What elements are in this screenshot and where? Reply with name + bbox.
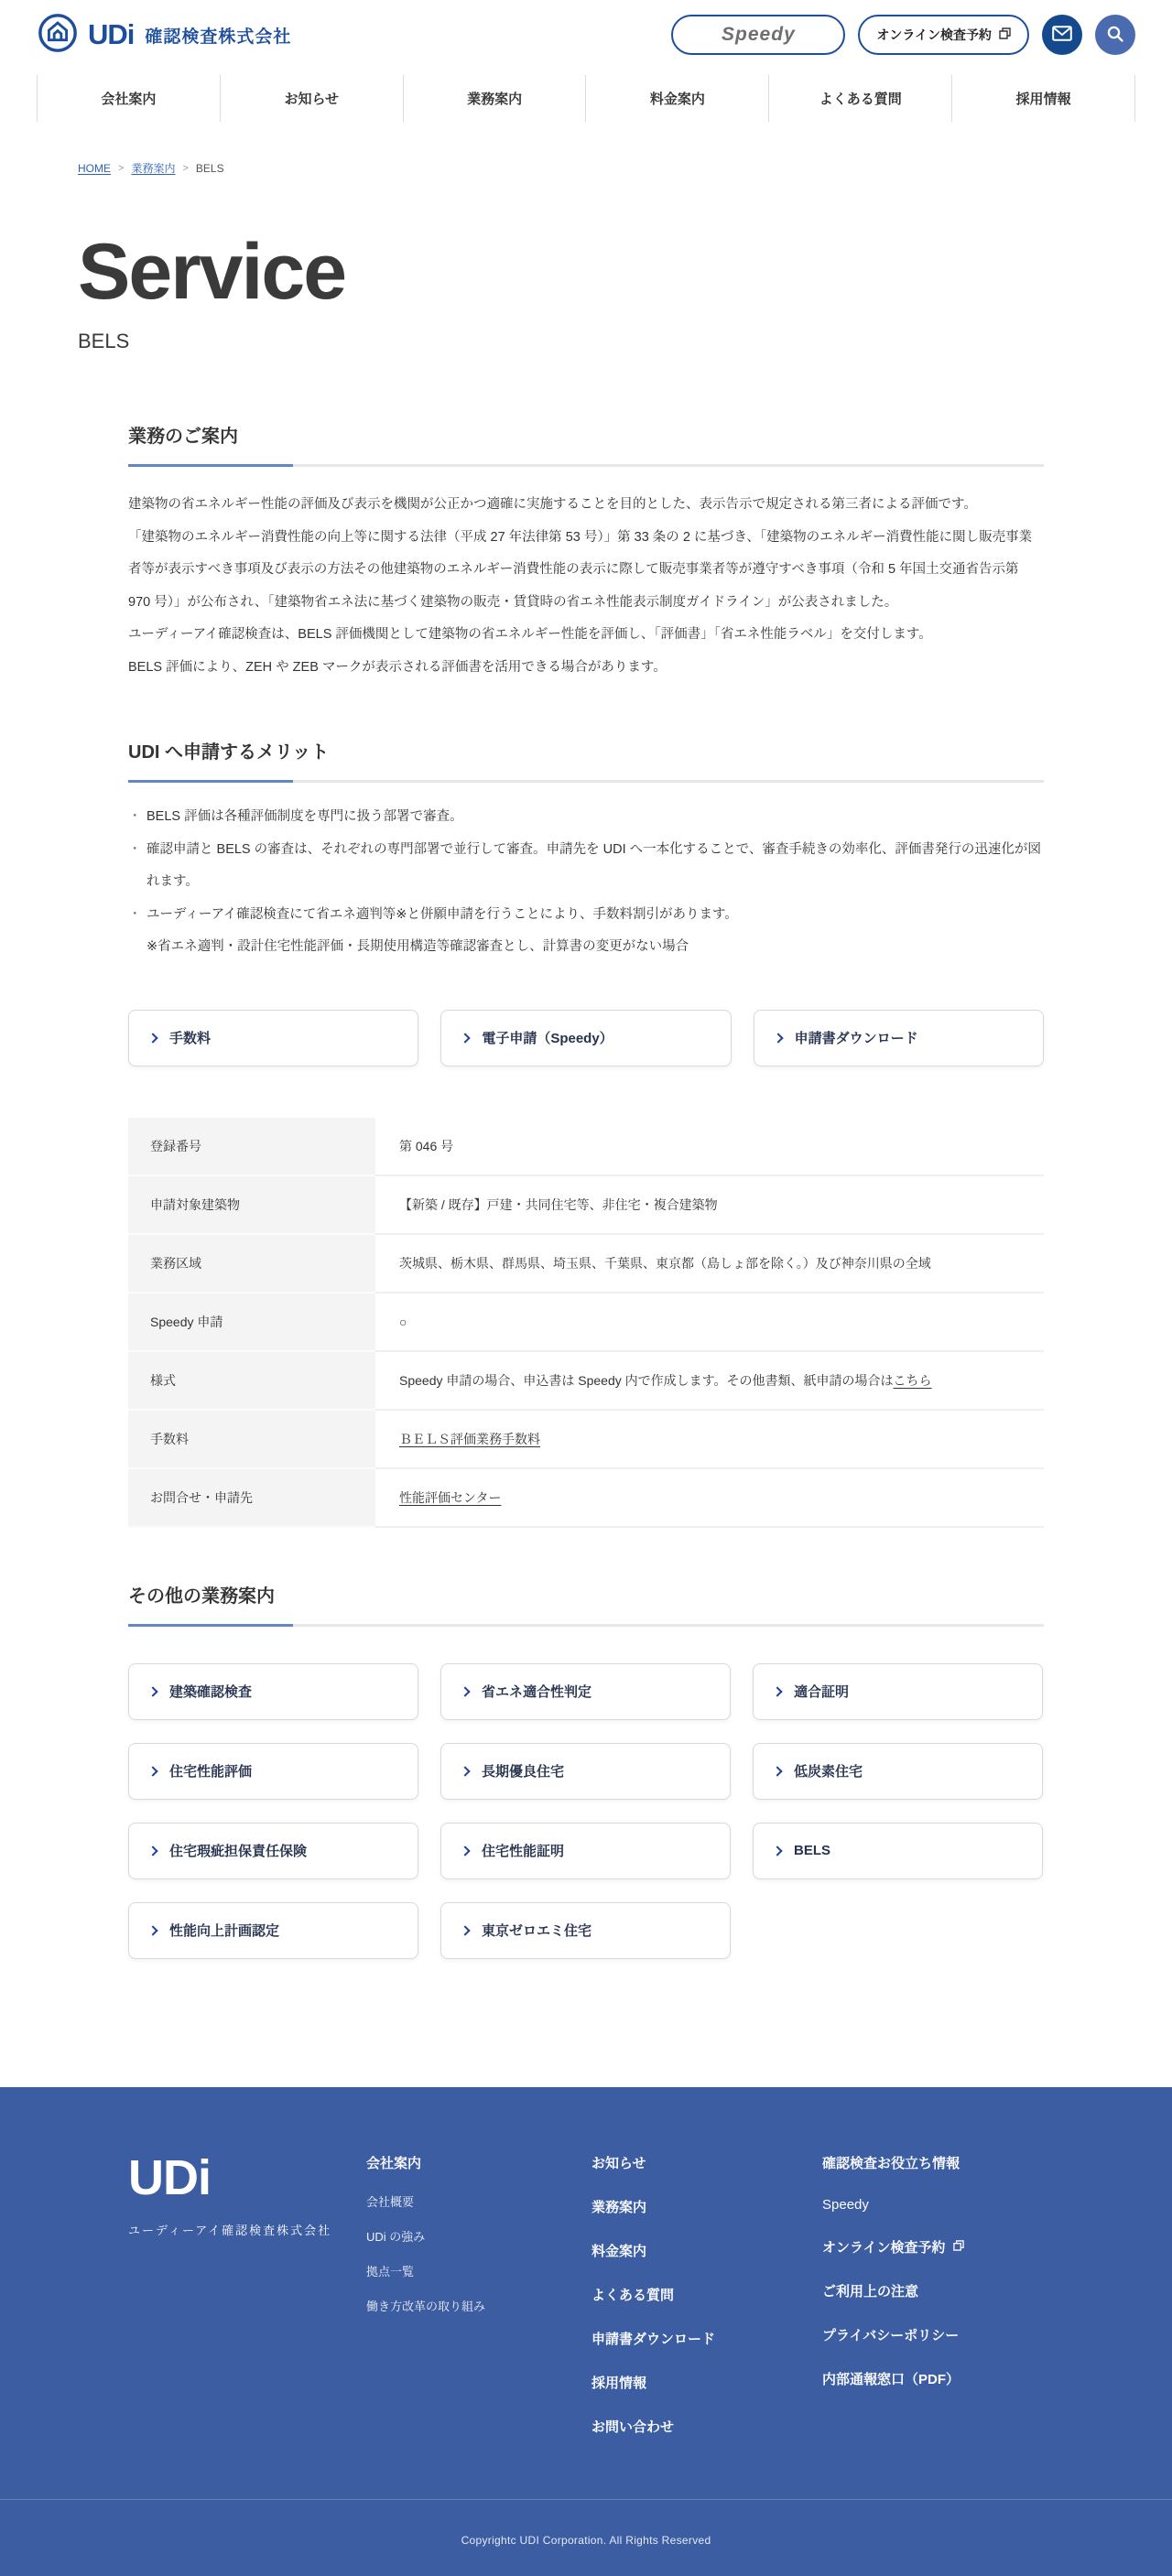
merit-bullet: ・ 確認申請と BELS の審査は、それぞれの専門部署で並行して審査。申請先を UDI へ一本化することで、審査手続きの効率化、評価書発行の迅速化が図れます。 xyxy=(128,834,1044,899)
merit-bullet-list xyxy=(128,801,1044,931)
other-service-card[interactable] xyxy=(753,1743,1043,1800)
table-row-value xyxy=(375,1352,1044,1411)
footer-copyright-bar xyxy=(0,2499,1172,2576)
speedy-logo: Speedy xyxy=(722,24,796,45)
speedy-button[interactable] xyxy=(671,15,845,55)
table-value-text: 第 046 号 xyxy=(399,1138,454,1153)
external-link-icon xyxy=(953,2239,964,2255)
footer-sublink[interactable]: 拠点一覧 xyxy=(366,2264,415,2278)
footer-logo-block xyxy=(128,2149,366,2461)
nav-item[interactable]: 会社案内 xyxy=(37,75,220,122)
table-row xyxy=(128,1293,1044,1352)
other-service-label: 低炭素住宅 xyxy=(794,1764,863,1780)
breadcrumb xyxy=(78,160,1094,176)
breadcrumb-separator: > xyxy=(182,162,189,174)
breadcrumb-current: BELS xyxy=(195,161,224,175)
guide-paragraph: 「建築物のエネルギー消費性能の向上等に関する法律（平成 27 年法律第 53 号）」第 33 条の 2 に基づき、「建築物のエネルギー消費性能に関し販売事業者等が表示すべき事項及び表示の方法その他建築物のエネルギー消費性能の表示に際して販売事業者等が遵守すべき事項（令和 5 年国土交通省告示第 970 号）」が公布され、「建築物省エネ法に基づく建築物の販売・賃貸時の省エネ性能表示制度ガイドライン」が公表されました。 xyxy=(128,529,1033,610)
chevron-right-icon xyxy=(147,1033,157,1043)
chevron-right-icon xyxy=(460,1686,470,1696)
guide-paragraph: 建築物の省エネルギー性能の評価及び表示を機関が公正かつ適確に実施することを目的とした、表示告示で規定される第三者による評価です。 xyxy=(128,497,977,512)
footer-column-main xyxy=(591,2153,822,2461)
table-value-text: 【新築 / 既存】戸建・共同住宅等、非住宅・複合建築物 xyxy=(399,1196,718,1212)
house-logo-icon xyxy=(37,12,79,59)
footer-sublink[interactable]: 働き方改革の取り組み xyxy=(366,2299,486,2313)
footer-online-reservation-label: オンライン検査予約 xyxy=(822,2239,946,2256)
footer-columns xyxy=(128,2149,1044,2461)
other-service-card[interactable] xyxy=(128,1663,418,1720)
footer-link[interactable]: 申請書ダウンロード xyxy=(591,2331,716,2347)
footer-link-speedy[interactable]: Speedy xyxy=(822,2196,869,2213)
footer-link[interactable]: 業務案内 xyxy=(591,2199,647,2215)
guide-paragraphs xyxy=(128,489,1044,684)
table-row-value xyxy=(375,1469,1044,1528)
copyright-text: Copyrightc UDI Corporation. All Rights Reserved xyxy=(461,2533,711,2547)
guide-paragraph: BELS 評価により、ZEH や ZEB マークが表示される評価書を活用できる場合があります。 xyxy=(128,659,667,675)
other-service-card[interactable] xyxy=(128,1743,418,1800)
table-row-value xyxy=(375,1411,1044,1469)
table-value-text: Speedy 申請の場合、申込書は Speedy 内で作成します。その他書類、紙申請の場合は xyxy=(399,1372,894,1388)
other-service-card[interactable] xyxy=(440,1902,731,1959)
chevron-right-icon xyxy=(460,1845,470,1856)
page-subtitle: BELS xyxy=(78,330,130,352)
other-service-card[interactable] xyxy=(440,1743,731,1800)
other-service-card[interactable] xyxy=(128,1902,418,1959)
quick-link-label: 電子申請（Speedy） xyxy=(482,1031,613,1047)
chevron-right-icon xyxy=(147,1845,157,1856)
footer-company-name: ユーディーアイ確認検査株式会社 xyxy=(128,2223,332,2237)
mail-icon xyxy=(1052,26,1072,44)
other-service-label: 東京ゼロエミ住宅 xyxy=(482,1923,592,1940)
section-other-services xyxy=(128,1581,1044,1959)
online-reservation-label: オンライン検査予約 xyxy=(876,27,992,42)
chevron-right-icon xyxy=(147,1766,157,1776)
footer-column-info xyxy=(822,2153,1044,2461)
section-merit xyxy=(128,737,1044,1528)
quick-links xyxy=(128,1010,1044,1066)
quick-link-label: 申請書ダウンロード xyxy=(794,1031,918,1047)
chevron-right-icon xyxy=(460,1925,470,1935)
table-row-label: お問合せ・申請先 xyxy=(128,1469,375,1528)
table-row-value xyxy=(375,1293,1044,1352)
section-heading-guide: 業務のご案内 xyxy=(128,427,238,447)
search-button[interactable] xyxy=(1095,15,1135,55)
other-services-grid xyxy=(128,1663,1044,1959)
other-service-label: 長期優良住宅 xyxy=(482,1764,565,1780)
quick-link-label: 手数料 xyxy=(169,1031,212,1047)
table-row-label: Speedy 申請 xyxy=(128,1293,375,1352)
online-reservation-button[interactable] xyxy=(858,15,1029,55)
table-row-label: 申請対象建築物 xyxy=(128,1176,375,1235)
table-row-label: 業務区域 xyxy=(128,1235,375,1293)
nav-item[interactable]: お知らせ xyxy=(220,75,403,122)
footer-link-privacy-policy[interactable]: プライバシーポリシー xyxy=(822,2327,960,2343)
table-value-text: ○ xyxy=(399,1314,407,1329)
main-nav xyxy=(0,75,1172,122)
other-service-label: 性能向上計画認定 xyxy=(169,1923,280,1940)
table-value-text: 茨城県、栃木県、群馬県、埼玉県、千葉県、東京都（島しょ部を除く。）及び神奈川県の全域 xyxy=(399,1255,931,1271)
footer-link-useful-info[interactable]: 確認検査お役立ち情報 xyxy=(822,2155,960,2171)
logo-wordmark: UDi xyxy=(88,18,135,50)
heading-rule xyxy=(128,780,1044,783)
merit-bullet: ・ BELS 評価は各種評価制度を専門に扱う部署で審査。 xyxy=(128,801,1044,834)
footer-column-company xyxy=(366,2153,591,2461)
other-service-label: BELS xyxy=(794,1843,831,1859)
table-row-value xyxy=(375,1118,1044,1176)
table-row xyxy=(128,1352,1044,1411)
other-service-label: 住宅性能評価 xyxy=(169,1764,253,1780)
heading-rule xyxy=(128,1624,1044,1627)
table-value-link[interactable]: ＢＥＬＳ評価業務手数料 xyxy=(399,1431,540,1446)
bels-details-table xyxy=(128,1118,1044,1528)
table-row xyxy=(128,1176,1044,1235)
footer-link[interactable]: お問い合わせ xyxy=(591,2419,675,2435)
main-container xyxy=(78,160,1094,1959)
footer-link-whistleblowing[interactable]: 内部通報窓口（PDF） xyxy=(822,2371,960,2387)
footer-sublink[interactable]: UDi の強み xyxy=(366,2229,426,2244)
table-row-value xyxy=(375,1176,1044,1235)
other-service-card[interactable] xyxy=(440,1663,731,1720)
table-row-label: 様式 xyxy=(128,1352,375,1411)
table-row xyxy=(128,1469,1044,1528)
nav-item[interactable]: 業務案内 xyxy=(403,75,586,122)
header-actions xyxy=(671,15,1135,55)
section-heading-others: その他の業務案内 xyxy=(128,1586,275,1607)
site-footer xyxy=(0,2087,1172,2576)
footer-company-sublinks xyxy=(366,2192,591,2314)
site-header xyxy=(0,0,1172,70)
other-service-label: 住宅性能証明 xyxy=(482,1844,565,1860)
table-row xyxy=(128,1411,1044,1469)
table-row xyxy=(128,1235,1044,1293)
mail-button[interactable] xyxy=(1042,15,1082,55)
nav-item[interactable]: 料金案内 xyxy=(585,75,768,122)
table-row xyxy=(128,1118,1044,1176)
footer-link-usage-notes[interactable]: ご利用上の注意 xyxy=(822,2283,919,2300)
footer-link-company-guide[interactable]: 会社案内 xyxy=(366,2155,422,2171)
quick-link-card[interactable] xyxy=(754,1010,1044,1066)
merit-note: ※省エネ適判・設計住宅性能評価・長期使用構造等確認審査とし、計算書の変更がない場合 xyxy=(146,939,689,955)
footer-link[interactable]: 採用情報 xyxy=(591,2375,647,2391)
page-title: Service xyxy=(78,228,346,316)
guide-paragraph: ユーディーアイ確認検査は、BELS 評価機関として建築物の省エネルギー性能を評価し、「評価書」「省エネ性能ラベル」を交付します。 xyxy=(128,627,932,643)
table-value-link[interactable]: 性能評価センター xyxy=(399,1489,502,1505)
chevron-right-icon xyxy=(773,1033,783,1043)
section-business-guide xyxy=(128,421,1044,684)
quick-link-card[interactable] xyxy=(128,1010,418,1066)
quick-link-card[interactable] xyxy=(440,1010,731,1066)
breadcrumb-home-link[interactable]: HOME xyxy=(78,161,111,175)
table-row-value xyxy=(375,1235,1044,1293)
logo-company-name: 確認検査株式会社 xyxy=(145,27,292,47)
chevron-right-icon xyxy=(772,1845,782,1856)
chevron-right-icon xyxy=(147,1925,157,1935)
table-row-label: 手数料 xyxy=(128,1411,375,1469)
site-logo[interactable] xyxy=(37,12,291,59)
footer-sublink[interactable]: 会社概要 xyxy=(366,2194,415,2209)
footer-link-online-reservation[interactable] xyxy=(822,2237,1044,2257)
chevron-right-icon xyxy=(460,1766,470,1776)
merit-bullet: ・ ユーディーアイ確認検査にて省エネ適判等※と併願申請を行うことにより、手数料割引があります。 xyxy=(128,899,1044,932)
footer-link[interactable]: お知らせ xyxy=(591,2155,646,2171)
chevron-right-icon xyxy=(461,1033,471,1043)
chevron-right-icon xyxy=(772,1766,782,1776)
other-service-label: 住宅瑕疵担保責任保険 xyxy=(169,1844,308,1860)
table-value-link[interactable]: こちら xyxy=(893,1372,932,1388)
other-service-card[interactable] xyxy=(753,1663,1043,1720)
other-service-label: 適合証明 xyxy=(794,1684,850,1701)
search-icon xyxy=(1106,25,1124,46)
other-service-label: 省エネ適合性判定 xyxy=(482,1684,592,1701)
nav-item[interactable]: よくある質問 xyxy=(768,75,951,122)
external-link-icon xyxy=(999,27,1011,42)
table-row-label: 登録番号 xyxy=(128,1118,375,1176)
section-heading-merit: UDI へ申請するメリット xyxy=(128,742,330,763)
footer-link[interactable]: よくある質問 xyxy=(591,2287,675,2303)
chevron-right-icon xyxy=(147,1686,157,1696)
other-service-label: 建築確認検査 xyxy=(169,1684,253,1701)
breadcrumb-section-link[interactable]: 業務案内 xyxy=(131,162,176,175)
chevron-right-icon xyxy=(772,1686,782,1696)
other-service-card[interactable] xyxy=(440,1823,731,1879)
footer-link[interactable]: 料金案内 xyxy=(591,2243,647,2259)
other-service-card[interactable] xyxy=(128,1823,418,1879)
other-service-card[interactable] xyxy=(753,1823,1043,1879)
breadcrumb-separator: > xyxy=(118,162,125,174)
footer-logo[interactable]: UDi xyxy=(128,2149,211,2205)
heading-rule xyxy=(128,464,1044,467)
nav-item[interactable]: 採用情報 xyxy=(951,75,1135,122)
